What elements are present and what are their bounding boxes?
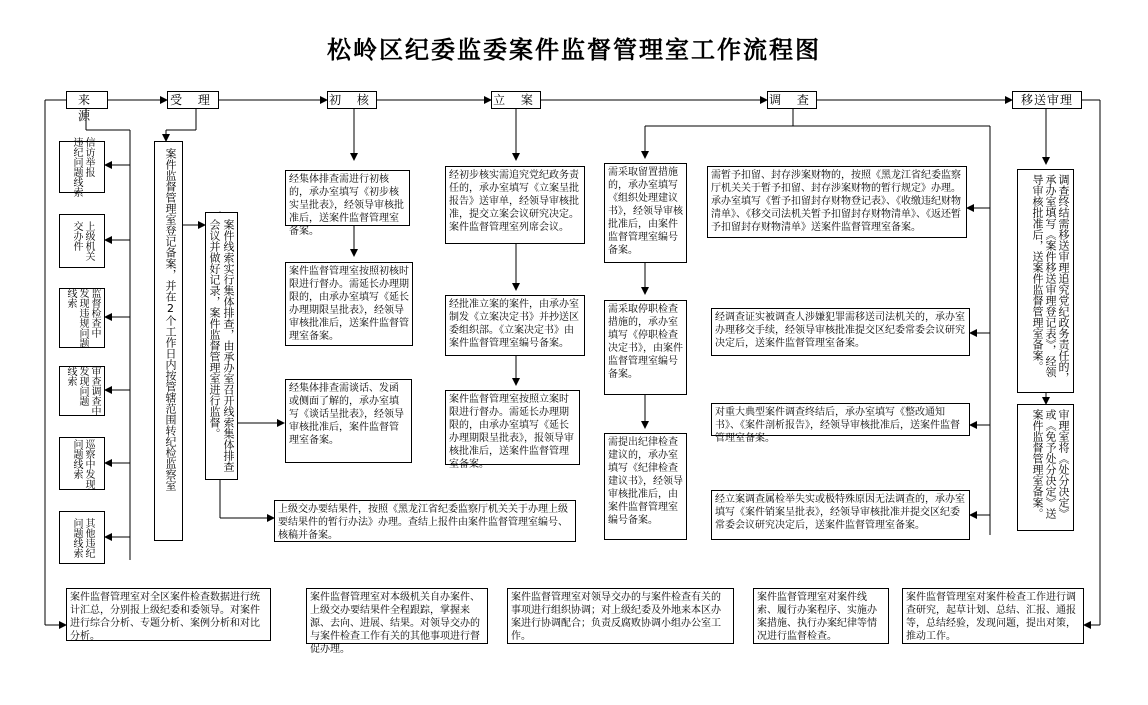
register-box: 案件监督管理室登记备案，并在2个工作日内按管辖范围转纪检监察室 xyxy=(154,141,183,541)
source-box xyxy=(59,366,105,416)
case-closure-box: 经立案调查属检举失实或极特殊原因无法调查的，承办室填写《案件销案呈批表》，经领导审核批准并提交区纪委常委会议研究决定后，送案件监督管理室备案。 xyxy=(711,490,970,540)
punishment-filing-box: 审理室将《处分决定》或《免予处分决定》送案件监督管理室备案。 xyxy=(1017,404,1074,531)
detention-box: 需采取留置措施的，承办室填写《组织处理建议书》，经领导审核批准后，由案件监督管理室编号备案。 xyxy=(604,163,687,263)
source-box xyxy=(59,288,105,348)
source-text: 监督检查中 发现违规问题 线索 xyxy=(65,288,100,348)
source-text: 巡察中发现 问题线索 xyxy=(71,438,94,489)
talk-approval-box: 经集体排查需谈话、发函或侧面了解的，承办室填写《谈话呈批表》，经领导审核批准后，案件监督管理室备案。 xyxy=(285,379,412,463)
higher-level-case-box: 上级交办要结果件，按照《黑龙江省纪委监察厅机关关于办理上级要结果件的暂行办法》办理。查结上报件由案件监督管理室编号、核稿并备案。 xyxy=(274,500,576,542)
suspension-box: 需采取停职检查措施的，承办室填写《停职检查决定书》，由案件监督管理室编号备案。 xyxy=(604,300,687,395)
research-box: 案件监督管理室对案件检查工作进行调查研究，起草计划、总结、汇报、通报等，总结经验，发现问题，提出对策，推动工作。 xyxy=(902,588,1084,644)
stage-filing: 立 案 xyxy=(491,91,541,109)
collective-review-box: 案件线索实行集体排查，由承办室召开线索集体排查会议并做好记录，案件监督管理室进行监督。 xyxy=(205,212,238,480)
statistics-box: 案件监督管理室对全区案件检查数据进行统计汇总，分别报上级纪委和委领导。对案件进行综合分析、专题分析、案例分析和对比分析。 xyxy=(66,588,271,641)
discipline-suggestion-box: 需提出纪律检查建议的，承办室填写《纪律检查建议书》，经领导审核批准后，由案件监督管理室编号备案。 xyxy=(604,433,687,540)
inspection-box: 案件监督管理室对案件线索、履行办案程序、实施办案措施、执行办案纪律等情况进行监督检查。 xyxy=(753,588,889,644)
source-box xyxy=(59,214,105,268)
filing-supervision-box: 案件监督管理室按照立案时限进行督办。需延长办理期限的，由承办室填写《延长办理期限呈批表》，报领导审核批准后，送案件监督管理室备案。 xyxy=(445,390,580,465)
source-box xyxy=(59,137,105,197)
stage-source: 来 源 xyxy=(66,91,108,109)
stage-investigation: 调 查 xyxy=(767,91,817,109)
tracking-box: 案件监督管理室对本级机关自办案件、上级交办要结果件全程跟踪，掌握来源、去向、进展、结果。对领导交办的与案件检查工作有关的其他事项进行督促办理。 xyxy=(306,588,488,644)
coordination-box: 案件监督管理室对领导交办的与案件检查有关的事项进行组织协调；对上级纪委及外地来本区办案进行协调配合；负责反腐败协调小组办公室工作。 xyxy=(507,588,734,644)
source-box xyxy=(59,511,105,564)
source-text: 审查调查中 发现问题 线索 xyxy=(65,366,100,416)
source-text: 其他违纪 问题线索 xyxy=(71,517,94,558)
source-text: 信访举报 违纪问题线索 xyxy=(71,137,94,197)
source-box xyxy=(59,437,105,490)
stage-transfer: 移送审理 xyxy=(1012,91,1082,109)
source-text: 上级机关 交办件 xyxy=(71,221,94,261)
preliminary-approval-box: 经集体排查需进行初核的，承办室填写《初步核实呈批表》，经领导审核批准后，送案件监督管理室备案。 xyxy=(285,170,410,226)
page-title: 松岭区纪委监委案件监督管理室工作流程图 xyxy=(327,35,821,64)
filing-report-box: 经初步核实需追究党纪政务责任的，承办室填写《立案呈批报告》送审单，经领导审核批准，提交立案会议研究决定。案件监督管理室列席会议。 xyxy=(445,166,585,244)
stage-acceptance: 受 理 xyxy=(167,91,219,109)
asset-seizure-box: 需暂予扣留、封存涉案财物的，按照《黑龙江省纪委监察厅机关关于暂予扣留、封存涉案财物的暂行规定》办理。承办室填写《暂予扣留封存财物登记表》、《收缴违纪财物清单》、《移交司法机关暂予扣留封存财物清单》、《返还暂予扣留封存财物清单》送案件监督管理室备案。 xyxy=(707,166,967,238)
transfer-review-box: 调查终结需移送审理追究党纪政务责任的，承办室填写《案件移送审理登记表》，经领导审核批准后，送案件监督管理室备案。 xyxy=(1017,169,1074,393)
typical-case-box: 对重大典型案件调查终结后，承办室填写《整改通知书》、《案件剖析报告》，经领导审核批准后，送案件监督管理室备案。 xyxy=(711,403,970,436)
stage-preliminary: 初 核 xyxy=(327,91,377,109)
preliminary-supervision-box: 案件监督管理室按照初核时限进行督办。需延长办理期限的，由承办室填写《延长办理期限呈批表》，经领导审核批准后，送案件监督管理室备案。 xyxy=(285,262,413,346)
judicial-transfer-box: 经调查证实被调查人涉嫌犯罪需移送司法机关的，承办室办理移交手续，经领导审核批准提交区纪委常委会议研究决定后，送案件监督管理室备案。 xyxy=(711,308,970,356)
filing-decision-box: 经批准立案的案件，由承办室制发《立案决定书》并抄送区委组织部。《立案决定书》由案件监督管理室编号备案。 xyxy=(445,295,585,356)
